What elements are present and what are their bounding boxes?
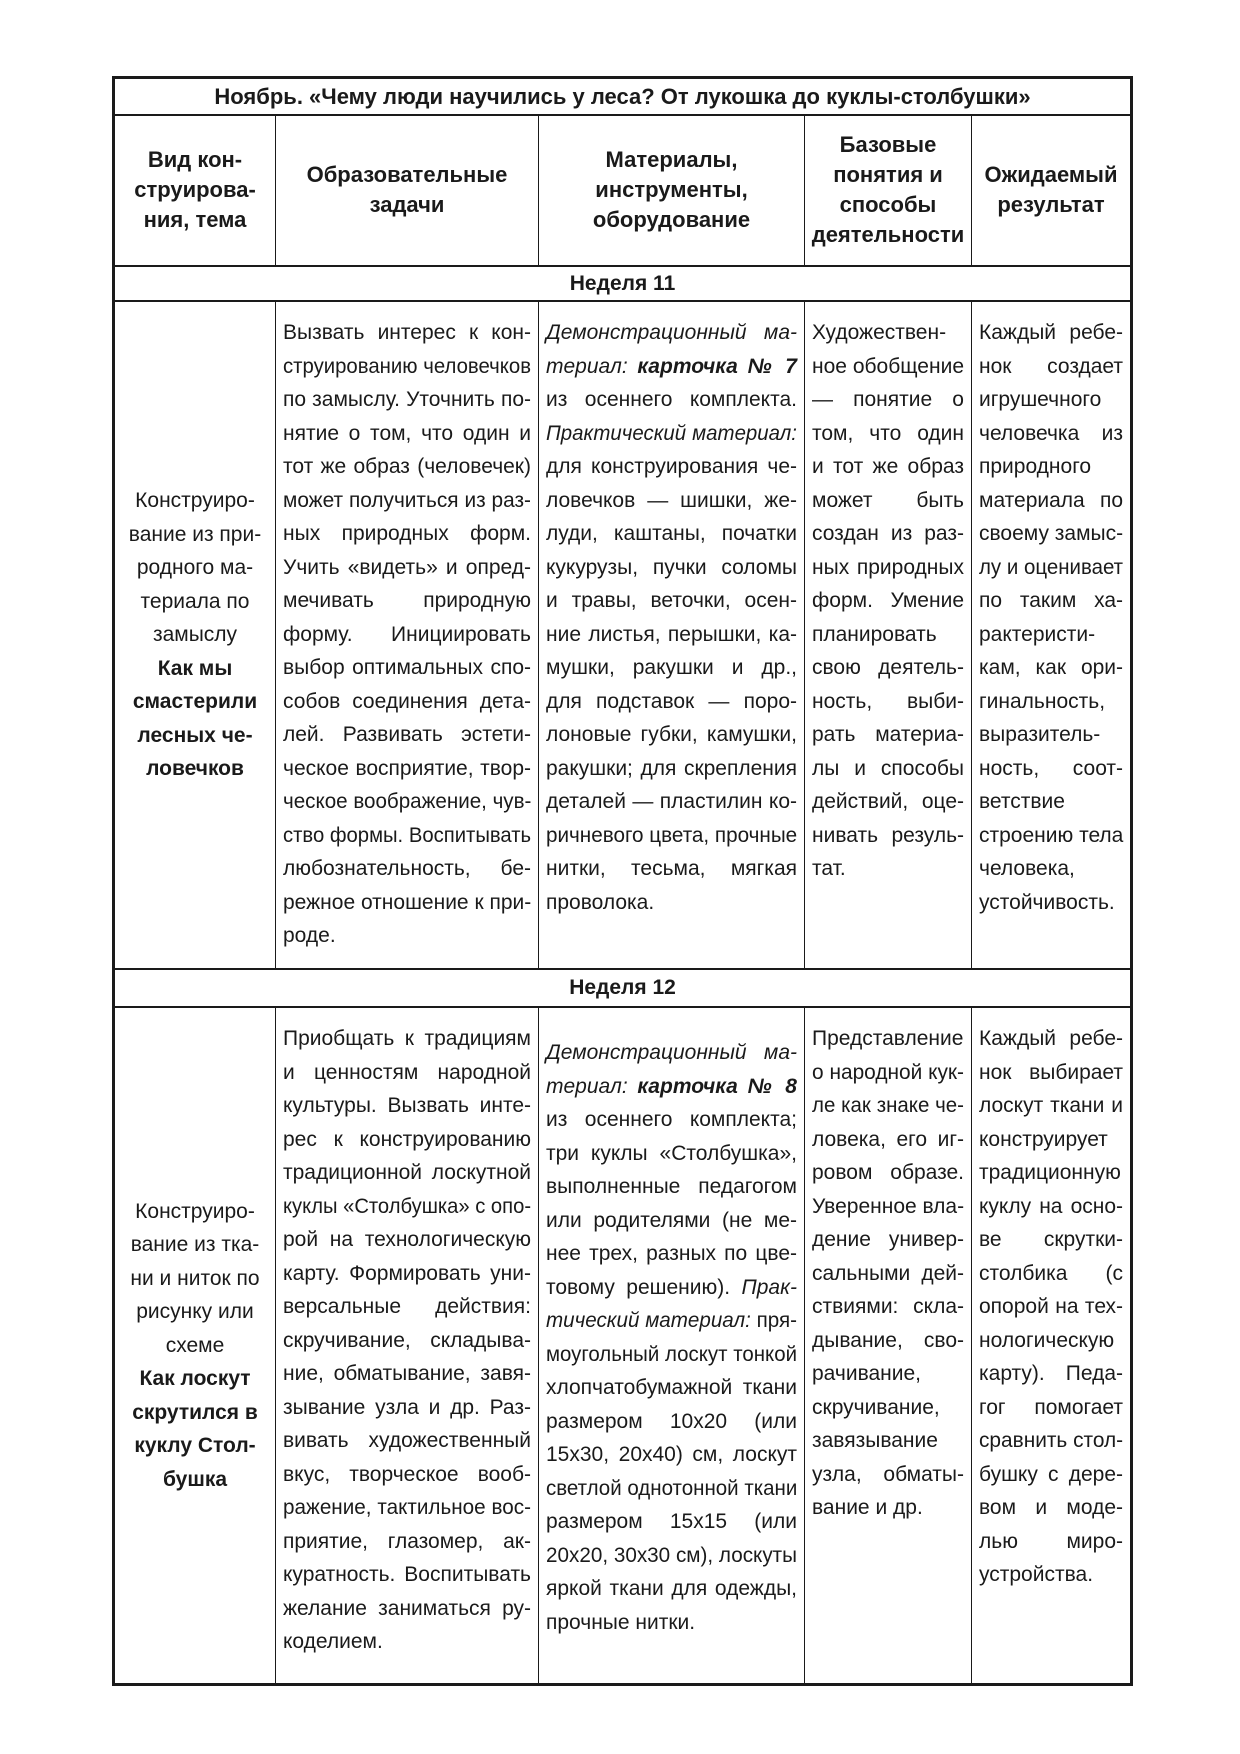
table-title: Ноябрь. «Чему люди научились у леса? От лукошка до куклы-столбушки» bbox=[114, 78, 1132, 115]
text-line: может получиться из раз- bbox=[283, 488, 531, 512]
text-line: вивать художественный bbox=[283, 1429, 531, 1452]
text-line: деталей — пластилин ко- bbox=[546, 790, 797, 813]
text-line: ческое воображение, чув- bbox=[283, 790, 532, 813]
text-line: лоскут ткани и bbox=[979, 1094, 1124, 1117]
week-label: Неделя 12 bbox=[114, 969, 1132, 1007]
text-line: создан из раз- bbox=[812, 522, 964, 545]
text-line: планировать bbox=[812, 622, 937, 646]
text-line: вкус, творческое вооб- bbox=[283, 1462, 531, 1486]
text-line: вание и др. bbox=[812, 1496, 923, 1519]
cell-topic bbox=[114, 301, 276, 969]
text-line: три куклы «Столбушка», bbox=[546, 1141, 797, 1165]
header-line: Материалы, bbox=[605, 147, 738, 172]
text-line: дывание, сво- bbox=[812, 1328, 964, 1352]
text-line: луди, каштаны, початки bbox=[546, 522, 797, 545]
text-line: скручивание, bbox=[812, 1395, 940, 1419]
week-label: Неделя 11 bbox=[114, 266, 1132, 302]
text-segment: товому решению). bbox=[546, 1275, 742, 1299]
text-line: свою деятель- bbox=[812, 656, 964, 679]
text-line: кукурузы, пучки соломы bbox=[546, 555, 797, 579]
text-segment: бушка bbox=[162, 1467, 228, 1491]
text-line: размером 10x20 (или bbox=[546, 1409, 797, 1433]
text-line: Конструиро- bbox=[135, 1199, 255, 1223]
text-line: ние, обматывание, завя- bbox=[283, 1362, 531, 1385]
header-line: Образовательные bbox=[306, 162, 508, 187]
text-segment: Демонстрационный ма- bbox=[546, 321, 797, 344]
text-line: Вызвать интерес к кон- bbox=[283, 321, 531, 344]
header-line: инструменты, bbox=[595, 177, 748, 202]
card-reference: карточка № 7 bbox=[637, 354, 797, 378]
text-line: Приобщать к традициям bbox=[283, 1027, 531, 1050]
text-line: форму. Инициировать bbox=[283, 622, 531, 646]
text-line: конструирует bbox=[979, 1127, 1108, 1151]
text-line: коделием. bbox=[283, 1630, 383, 1653]
text-segment: териал: bbox=[546, 354, 638, 378]
text-line: человека, bbox=[979, 857, 1075, 880]
week-row bbox=[114, 266, 1132, 302]
text-line bbox=[546, 350, 797, 384]
text-line: для подставок — поро- bbox=[546, 689, 797, 713]
text-line: яркой ткани для одежды, bbox=[546, 1577, 797, 1600]
text-line: нок выбирает bbox=[979, 1060, 1124, 1084]
text-line: нятие о том, что один и bbox=[283, 421, 531, 445]
text-line: нивать резуль- bbox=[812, 823, 964, 847]
text-line: лоновые губки, камушки, bbox=[546, 723, 797, 746]
text-line: — понятие о bbox=[812, 388, 964, 411]
text-line: ле как знаке че- bbox=[812, 1094, 964, 1117]
text-segment: Прак- bbox=[741, 1275, 797, 1299]
text-line: Художествен- bbox=[812, 321, 947, 344]
text-line: и ценностям народной bbox=[283, 1060, 531, 1084]
text-segment: куклу Стол- bbox=[134, 1434, 256, 1457]
text-segment: лесных че- bbox=[137, 723, 253, 747]
text-line: выполненные педагогом bbox=[546, 1175, 797, 1198]
table-title-row bbox=[114, 78, 1132, 115]
text-line: ражение, тактильное вос- bbox=[283, 1496, 531, 1519]
text-line: куклы «Столбушка» с опо- bbox=[283, 1194, 532, 1218]
header-line: струирова- bbox=[134, 177, 256, 202]
text-line: ние листья, перышки, ка- bbox=[546, 622, 797, 646]
text-line: своему замыс- bbox=[979, 522, 1124, 545]
cell-result bbox=[972, 1007, 1132, 1684]
text-line: ричневого цвета, прочные bbox=[546, 823, 798, 847]
text-line: культуры. Вызвать инте- bbox=[283, 1094, 531, 1117]
text-line: карту). Педа- bbox=[979, 1362, 1124, 1385]
header-line: Базовые bbox=[839, 132, 937, 157]
text-line: гинальность, bbox=[979, 689, 1106, 713]
header-line: ния, тема bbox=[143, 207, 247, 232]
text-line bbox=[122, 1429, 268, 1463]
text-line: лью миро- bbox=[979, 1529, 1124, 1553]
text-line: опорой на тех- bbox=[979, 1295, 1124, 1318]
text-line: действий, оце- bbox=[812, 790, 964, 813]
text-line: моугольный лоскут тонкой bbox=[546, 1342, 797, 1366]
text-line: и тот же образ bbox=[812, 455, 964, 478]
text-line: приятие, глазомер, ак- bbox=[283, 1529, 531, 1553]
cell-concepts bbox=[805, 301, 972, 969]
text-segment: Демонстрационный ма- bbox=[546, 1041, 797, 1064]
text-line: светлой однотонной ткани bbox=[546, 1476, 798, 1500]
text-segment: Как мы bbox=[157, 656, 233, 680]
text-line: нок создает bbox=[979, 354, 1124, 378]
text-line: лу и оценивает bbox=[979, 555, 1123, 579]
text-line: Конструиро- bbox=[135, 489, 255, 513]
text-line: игрушечного bbox=[979, 388, 1102, 411]
text-line: вание из при- bbox=[128, 522, 262, 546]
header-line: оборудование bbox=[592, 207, 751, 232]
text-line: ных природных форм. bbox=[283, 522, 531, 545]
cell-topic bbox=[114, 1007, 276, 1684]
text-line: лы и способы bbox=[812, 756, 964, 780]
text-line: скручивание, складыва- bbox=[283, 1328, 531, 1352]
text-line: устойчивость. bbox=[979, 890, 1115, 914]
header-line: результат bbox=[997, 192, 1105, 217]
text-line: ность, выби- bbox=[812, 689, 964, 713]
header-expected-result bbox=[972, 115, 1132, 266]
text-line: рой на технологическую bbox=[283, 1228, 531, 1251]
text-line bbox=[122, 752, 268, 786]
text-line: Каждый ребе- bbox=[979, 1027, 1124, 1050]
text-line bbox=[122, 1463, 268, 1497]
text-line bbox=[546, 1070, 797, 1104]
text-line: по таким ха- bbox=[979, 589, 1124, 612]
text-line: режное отношение к при- bbox=[283, 890, 532, 914]
text-line: 20x20, 30x30 см), лоскуты bbox=[546, 1543, 797, 1567]
text-segment: смастерили bbox=[132, 690, 258, 714]
text-line: ровом образе. bbox=[812, 1161, 964, 1184]
text-line: гог помогает bbox=[979, 1395, 1124, 1419]
text-line: рать материа- bbox=[812, 723, 964, 746]
text-line: кам, как ори- bbox=[979, 656, 1124, 679]
text-line: форм. Умение bbox=[812, 589, 964, 612]
text-line: для конструирования че- bbox=[546, 455, 797, 478]
text-line: Каждый ребе- bbox=[979, 321, 1124, 344]
text-line: ловечков — шишки, же- bbox=[546, 488, 797, 512]
text-line bbox=[546, 316, 797, 350]
cell-materials bbox=[539, 301, 805, 969]
text-line: тат. bbox=[812, 857, 846, 880]
header-line: способы bbox=[839, 192, 937, 217]
text-line: териала по bbox=[140, 589, 250, 613]
text-line bbox=[546, 1271, 797, 1305]
text-line: бушку с дере- bbox=[979, 1462, 1124, 1486]
text-line: выразитель- bbox=[979, 723, 1101, 746]
header-line: Вид кон- bbox=[147, 147, 243, 172]
table-row bbox=[114, 301, 1132, 969]
text-line: рес к конструированию bbox=[283, 1127, 531, 1151]
planning-table bbox=[112, 76, 1133, 1686]
text-line: тот же образ (человечек) bbox=[283, 455, 531, 478]
text-segment: пря- bbox=[750, 1309, 797, 1332]
text-line: ни и ниток по bbox=[130, 1266, 260, 1290]
text-line: собов соединения дета- bbox=[283, 689, 531, 713]
text-line: устройства. bbox=[979, 1563, 1094, 1586]
text-line: ность, соот- bbox=[979, 756, 1124, 780]
text-line: вом и моде- bbox=[979, 1496, 1124, 1519]
text-line: традиционной лоскутной bbox=[283, 1161, 531, 1184]
text-line: узла, обматы- bbox=[812, 1462, 964, 1486]
text-line: по замыслу. Уточнить по- bbox=[283, 388, 531, 411]
text-line: любознательность, бе- bbox=[283, 857, 531, 880]
week-row bbox=[114, 969, 1132, 1007]
header-line: Ожидаемый bbox=[984, 162, 1118, 187]
header-line: задачи bbox=[369, 192, 445, 217]
header-line: деятельности bbox=[811, 222, 965, 247]
text-line: природного bbox=[979, 455, 1092, 478]
text-line: и травы, веточки, осен- bbox=[546, 589, 797, 612]
text-line: ве скрутки- bbox=[979, 1228, 1124, 1251]
text-line: вание из тка- bbox=[130, 1233, 260, 1256]
text-segment: териал: bbox=[546, 1074, 638, 1098]
text-line: 15x30, 20x40) см, лоскут bbox=[546, 1443, 797, 1466]
text-segment: скрутился в bbox=[132, 1400, 258, 1424]
cell-tasks bbox=[276, 301, 539, 969]
text-line: роде. bbox=[283, 924, 336, 947]
text-line: сравнить стол- bbox=[979, 1429, 1124, 1452]
text-line: материала по bbox=[979, 488, 1124, 512]
text-line bbox=[122, 719, 268, 753]
text-line: ных природных bbox=[812, 555, 964, 579]
text-line: прочные нитки. bbox=[546, 1610, 696, 1634]
text-line: куратность. Воспитывать bbox=[283, 1563, 531, 1586]
text-line: замыслу bbox=[152, 623, 238, 647]
text-line: рисунку или bbox=[136, 1300, 254, 1323]
text-line: традиционную bbox=[979, 1161, 1121, 1184]
text-line: лей. Развивать эстети- bbox=[283, 723, 531, 746]
text-line: строению тела bbox=[979, 823, 1124, 847]
text-line: или родителями (не ме- bbox=[546, 1208, 797, 1232]
text-line bbox=[546, 1036, 797, 1070]
text-line: из осеннего комплекта; bbox=[546, 1108, 797, 1131]
text-line: ветствие bbox=[979, 790, 1065, 813]
card-reference: карточка № 8 bbox=[637, 1074, 797, 1098]
text-line: карту. Формировать уни- bbox=[283, 1261, 531, 1285]
text-line: версальные действия: bbox=[283, 1295, 531, 1318]
text-line: ствиями: скла- bbox=[812, 1295, 964, 1318]
text-line: размером 15x15 (или bbox=[546, 1510, 797, 1533]
text-line: струированию человечков bbox=[283, 354, 531, 378]
text-line: проволока. bbox=[546, 890, 655, 914]
text-line: завязывание bbox=[812, 1429, 938, 1452]
text-line: хлопчатобумажной ткани bbox=[546, 1376, 797, 1399]
text-line bbox=[122, 685, 268, 719]
text-line: желание заниматься ру- bbox=[283, 1596, 531, 1620]
cell-concepts bbox=[805, 1007, 972, 1684]
text-line: родного ма- bbox=[136, 556, 254, 580]
header-educational-tasks bbox=[276, 115, 539, 266]
text-line: Учить «видеть» и опред- bbox=[283, 555, 531, 579]
text-line: столбика (с bbox=[979, 1261, 1124, 1285]
text-line bbox=[546, 417, 797, 451]
text-line: нее трех, разных по цве- bbox=[546, 1242, 797, 1265]
text-segment: тический материал: bbox=[546, 1309, 751, 1332]
text-line: зывание узла и др. Раз- bbox=[283, 1395, 531, 1419]
text-line: мушки, ракушки и др., bbox=[546, 656, 797, 679]
text-line: нологическую bbox=[979, 1328, 1115, 1352]
text-line: схеме bbox=[165, 1333, 225, 1357]
text-segment: ловечков bbox=[146, 757, 244, 781]
text-segment: Практический материал: bbox=[546, 421, 797, 445]
cell-materials bbox=[539, 1007, 805, 1684]
text-line: мечивать природную bbox=[283, 589, 531, 612]
text-line: может быть bbox=[812, 488, 964, 512]
text-line: из осеннего комплекта. bbox=[546, 388, 797, 411]
cell-result bbox=[972, 301, 1132, 969]
header-type-topic bbox=[114, 115, 276, 266]
text-line: рачивание, bbox=[812, 1362, 922, 1385]
text-line: Представление bbox=[812, 1027, 964, 1050]
text-line: ство формы. Воспитывать bbox=[283, 823, 532, 847]
text-line: ловека, его иг- bbox=[812, 1127, 964, 1151]
text-line: рактеристи- bbox=[979, 622, 1096, 646]
text-line bbox=[122, 652, 268, 686]
text-line: ракушки; для скрепления bbox=[546, 756, 797, 780]
cell-tasks bbox=[276, 1007, 539, 1684]
header-row bbox=[114, 115, 1132, 266]
text-line: нитки, тесьма, мягкая bbox=[546, 857, 797, 880]
text-line: о народной кук- bbox=[812, 1060, 964, 1084]
header-line: понятия и bbox=[833, 162, 943, 187]
text-line bbox=[122, 1396, 268, 1430]
text-line bbox=[546, 1304, 797, 1338]
header-basic-concepts bbox=[805, 115, 972, 266]
text-line: человечка из bbox=[979, 421, 1124, 445]
text-line: том, что один bbox=[812, 421, 964, 445]
text-line: ческое восприятие, твор- bbox=[283, 756, 531, 780]
text-line: дение универ- bbox=[812, 1228, 964, 1251]
text-line: ное обобщение bbox=[812, 354, 964, 378]
table-row bbox=[114, 1007, 1132, 1684]
text-line: куклу на осно- bbox=[979, 1194, 1124, 1218]
text-line: выбор оптимальных спо- bbox=[283, 656, 531, 679]
text-segment: Как лоскут bbox=[139, 1367, 251, 1390]
text-line: Уверенное вла- bbox=[812, 1194, 965, 1218]
text-line bbox=[122, 1362, 268, 1396]
header-materials bbox=[539, 115, 805, 266]
text-line: сальными дей- bbox=[812, 1261, 964, 1285]
